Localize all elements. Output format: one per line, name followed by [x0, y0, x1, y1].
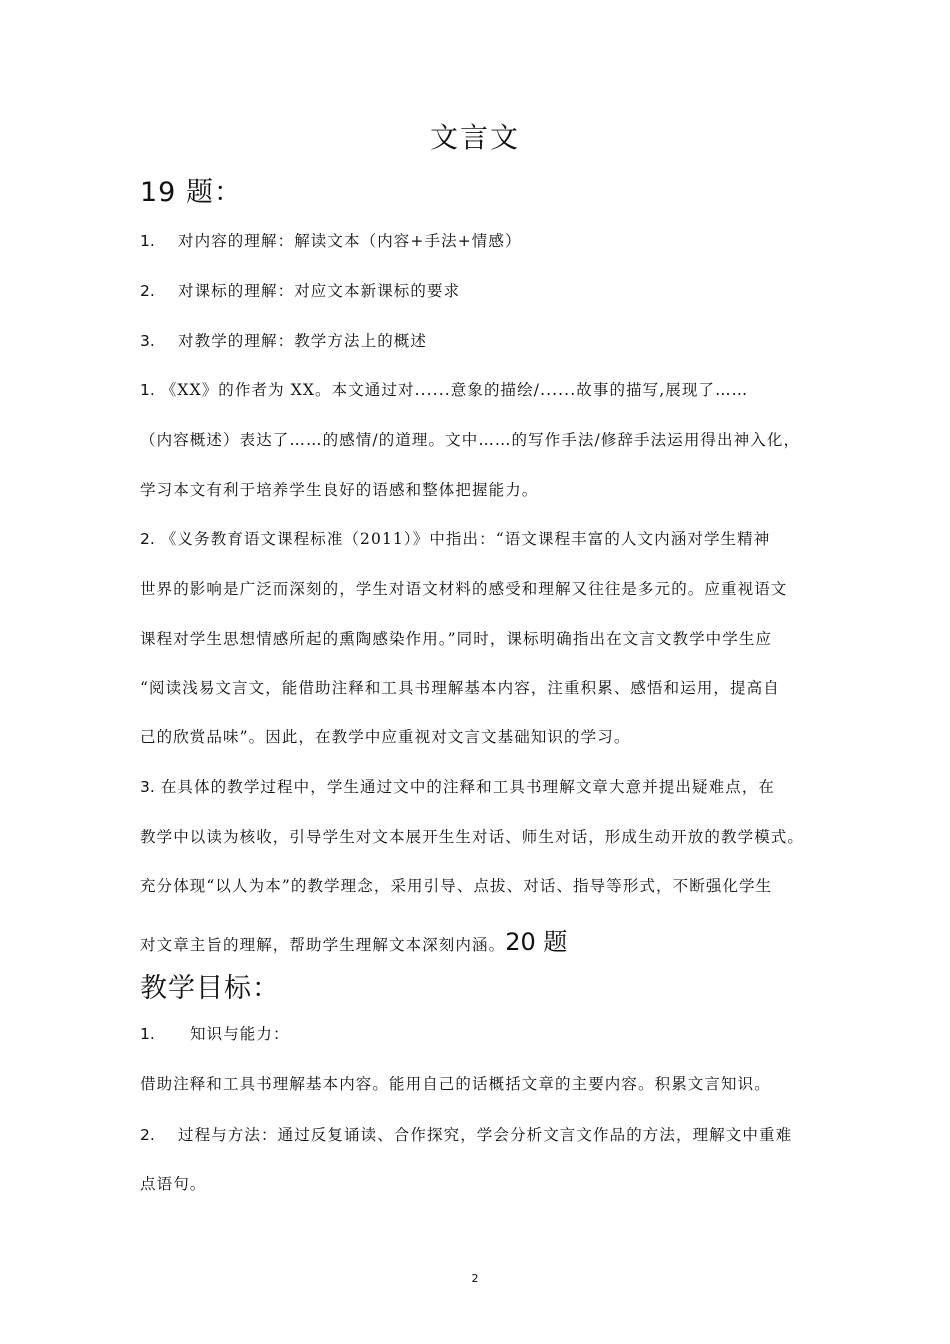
outline-text: 对课标的理解：对应文本新课标的要求 — [178, 282, 461, 300]
answer-line — [140, 527, 770, 549]
objective-text: 过程与方法：通过反复诵读、合作探究，学会分析文言文作品的方法，理解文中重难 — [178, 1126, 793, 1144]
teaching-objectives-heading: 教学目标： — [140, 973, 280, 1004]
outline-number: 2. — [140, 282, 155, 300]
page-title: 文言文 — [429, 121, 520, 154]
question-20-label: 20 题 — [505, 928, 568, 956]
objective-number: 1. — [140, 1025, 155, 1043]
answer-line — [140, 378, 748, 400]
answer-line: “阅读浅易文言文，能借助注释和工具书理解基本内容，注重积累、感悟和运用，提高自 — [140, 679, 780, 697]
answer-line: （内容概述）表达了……的感情/的道理。文中……的写作手法/修辞手法运用得出神入化， — [140, 431, 801, 449]
outline-item — [140, 279, 460, 301]
outline-item — [140, 229, 522, 251]
answer-text: 《XX》的作者为 XX。本文通过对......意象的描绘/......故事的描写,展现了…… — [160, 381, 749, 399]
answer-number: 3. — [140, 778, 155, 796]
answer-text: 在具体的教学过程中，学生通过文中的注释和工具书理解文章大意并提出疑难点，在 — [160, 778, 776, 796]
answer-number: 1. — [140, 381, 155, 399]
outline-item — [140, 329, 427, 351]
answer-line: 学习本文有利于培养学生良好的语感和整体把握能力。 — [140, 481, 539, 499]
answer-line: 课程对学生思想情感所起的熏陶感染作用。”同时，课标明确指出在文言文教学中学生应 — [140, 630, 773, 648]
answer-number: 2. — [140, 530, 155, 548]
answer-line: 教学中以读为核收，引导学生对文本展开生生对话、师生对话，形成生动开放的教学模式。 — [140, 828, 805, 846]
objective-item — [140, 1022, 290, 1044]
answer-line — [140, 775, 775, 797]
objective-text: 点语句。 — [140, 1175, 207, 1193]
outline-number: 1. — [140, 232, 155, 250]
outline-text: 对教学的理解：教学方法上的概述 — [178, 332, 428, 350]
objective-text: 借助注释和工具书理解基本内容。能用自己的话概括文章的主要内容。积累文言知识。 — [140, 1075, 771, 1093]
answer-text: 《义务教育语文课程标准（2011）》中指出：“语文课程丰富的人文内涵对学生精神 — [160, 530, 771, 548]
answer-line: 己的欣赏品味”。因此，在教学中应重视对文言文基础知识的学习。 — [140, 728, 631, 746]
objective-item — [140, 1123, 792, 1145]
outline-text: 对内容的理解：解读文本（内容+手法+情感） — [178, 232, 522, 250]
answer-text: 对文章主旨的理解，帮助学生理解文本深刻内涵。 — [140, 936, 506, 954]
outline-number: 3. — [140, 332, 155, 350]
objective-number: 2. — [140, 1126, 155, 1144]
objective-label: 知识与能力： — [190, 1025, 290, 1043]
answer-line: 世界的影响是广泛而深刻的，学生对语文材料的感受和理解又往往是多元的。应重视语文 — [140, 580, 788, 598]
answer-line — [140, 922, 567, 957]
page-number: 2 — [471, 1272, 479, 1285]
answer-line: 充分体现“以人为本”的教学理念，采用引导、点拔、对话、指导等形式，不断强化学生 — [140, 877, 773, 895]
question-19-heading: 19 题： — [140, 177, 242, 208]
